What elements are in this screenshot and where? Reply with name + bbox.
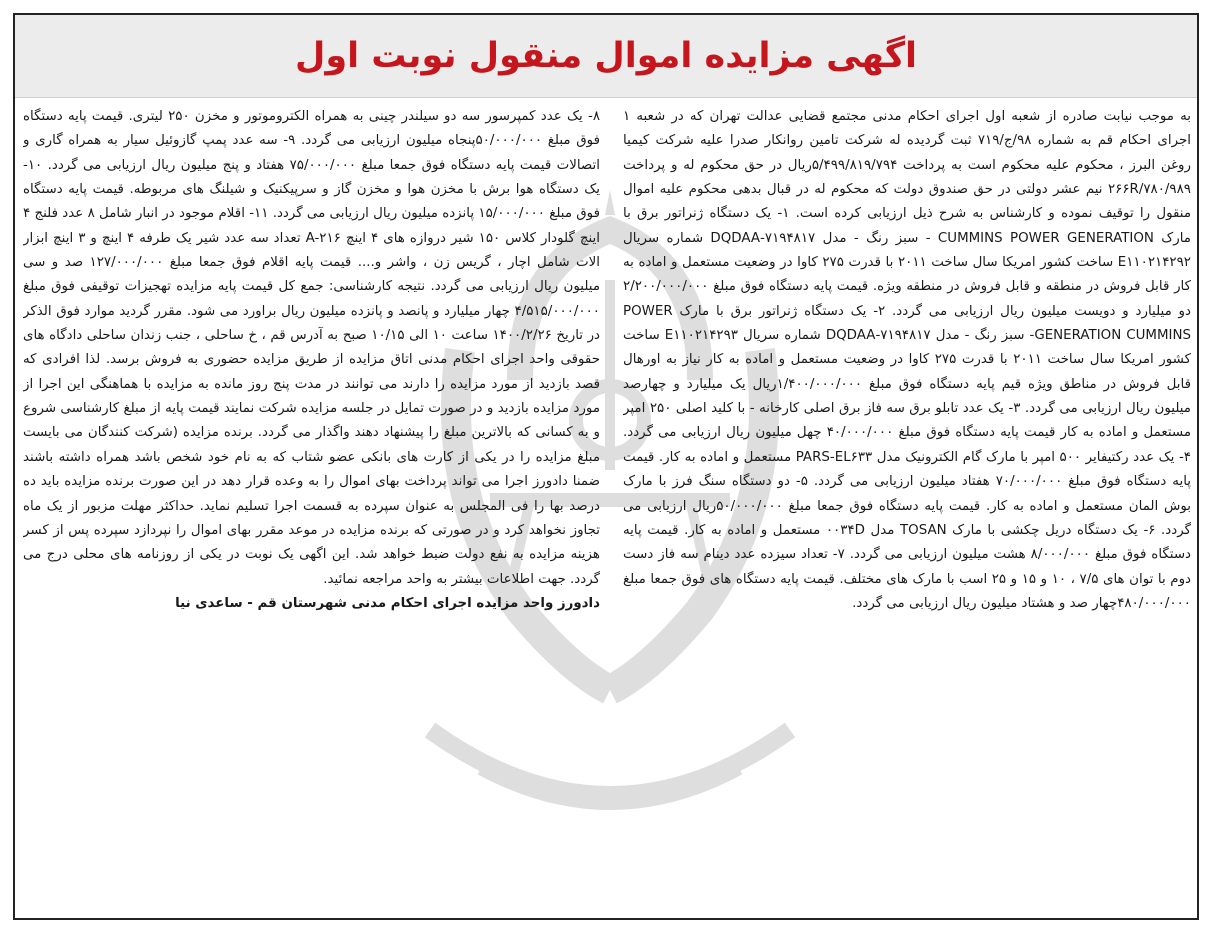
notice-frame xyxy=(13,13,1199,920)
notice-title: اگهی مزایده اموال منقول نوبت اول xyxy=(294,36,918,76)
auction-items-1-7: به موجب نیابت صادره از شعبه اول اجرای احکام مدنی مجتمع قضایی عدالت تهران که در شعبه ۱ اجرای احکام قم به شماره ۹۸/ج/۷۱۹ ثبت گردیده له شرکت تامین روانکار صدرا علیه شرکت کیمیا روغن البرز ، محکوم علیه محکوم است به پرداخت ۵/۴۹۹/۸۱۹/۷۹۴ریال در حق محکوم له و پرداخت ۲۶۶R/۷۸۰/۹۸۹ نیم عشر دولتی در حق صندوق دولت که محکوم له در قبال بدهی محکوم علیه اموال منقول را توقیف نموده و کارشناس به شرح ذیل ارزیابی کرده است. ۱- یک دستگاه ژنراتور برق با مارک CUMMINS POWER GENERATION - سبز رنگ - مدل ۷۱۹۴۸۱۷-DQDAA شماره سریال E۱۱۰۲۱۴۲۹۲ ساخت کشور امریکا سال ساخت ۲۰۱۱ با قدرت ۲۷۵ کاوا در وضعیت مستعمل و اماده به کار قابل فروش در منطقه و قابل فروش در منطقه ویژه. قیمت پایه دستگاه فوق مبلغ ۲/۲۰۰/۰۰۰/۰۰۰ دو میلیارد و دویست میلیون ریال ارزیابی می گردد. ۲- یک دستگاه ژنراتور برق با مارک POWER GENERATION CUMMINS- سبز رنگ - مدل ۷۱۹۴۸۱۷-DQDAA شماره سریال E۱۱۰۲۱۴۲۹۳ ساخت کشور امریکا سال ساخت ۲۰۱۱ با قدرت ۲۷۵ کاوا در وضعیت مستعمل و اماده به کار نیاز به اورهال قابل فروش در مناطق ویژه قیم پایه دستگاه فوق مبلغ ۱/۴۰۰/۰۰۰/۰۰۰ریال یک میلیارد و چهارصد میلیون ریال ارزیابی می گردد. ۳- یک عدد تابلو برق سه فاز برق اصلی کارخانه - با کلید اصلی ۲۵۰ امپر مستعمل و اماده به کار قیمت پایه دستگاه فوق مبلغ ۴۰/۰۰۰/۰۰۰ چهل میلیون ریال ارزیابی می گردد. ۴- یک عدد رکتیفایر ۵۰۰ امپر با مارک گام الکترونیک مدل PARS-EL۶۳۳ مستعمل و اماده به کار. قیمت پایه دستگاه فوق مبلغ ۷۰/۰۰۰/۰۰۰ هفتاد میلیون ارزیابی می گردد. ۵- دو دستگاه سنگ فرز با مارک بوش المان مستعمل و اماده به کار. قیمت پایه دستگاه فوق جمعا مبلغ ۵۰/۰۰۰/۰۰۰ریال ارزیابی می گردد. ۶- یک دستگاه دریل چکشی با مارک TOSAN مدل ۰۰۳۴D مستعمل و اماده به کار. قیمت پایه دستگاه فوق مبلغ ۸/۰۰۰/۰۰۰ هشت میلیون ارزیابی می گردد. ۷- تعداد سیزده عدد دینام سه فاز دست دوم با توان های ۷/۵ ، ۱۰ و ۱۵ و ۲۵ اسب با مارک های مختلف. قیمت پایه دستگاه های فوق جمعا مبلغ ۴۸۰/۰۰۰/۰۰۰چهار صد و هشتاد میلیون ریال ارزیابی می گردد. xyxy=(623,109,1191,611)
auction-items-8-and-terms: ۸- یک عدد کمپرسور سه دو سیلندر چینی به همراه الکتروموتور و مخزن ۲۵۰ لیتری. قیمت پایه دستگاه فوق مبلغ ۵۰/۰۰۰/۰۰۰پنجاه میلیون ارزیابی می گردد. ۹- سه عدد پمپ گازوئیل سیار به همراه گاری و اتصالات قیمت پایه دستگاه فوق جمعا مبلغ ۷۵/۰۰۰/۰۰۰ هفتاد و پنج میلیون ریال ارزیابی می گردد. ۱۰- یک دستگاه هوا برش با مخزن هوا و مخزن گاز و سرپیکنیک و شیلنگ های مربوطه. قیمت پایه دستگاه فوق مبلغ ۱۵/۰۰۰/۰۰۰ پانزده میلیون ریال ارزیابی می گردد. ۱۱- اقلام موجود در انبار شامل ۸ عدد فلنج ۴ اینچ گلودار کلاس ۱۵۰ شیر دروازه های ۴ اینچ A-۲۱۶ تعداد سه عدد شیر یک طرفه ۴ اینچ و ۳ اینچ ابزار الات شامل اچار ، گریس زن ، واشر و.... قیمت پایه اقلام فوق جمعا مبلغ ۱۲۷/۰۰۰/۰۰۰ صد و سی میلیون ریال ارزیابی می گردد. نتیجه کارشناسی: جمع کل قیمت پایه مزایده تهجیزات توقیفی فوق مبلغ ۴/۵۱۵/۰۰۰/۰۰۰ چهار میلیارد و پانصد و پانزده میلیون ریال براورد می شود. مقرر گردید موارد فوق الذکر در تاریخ ۱۴۰۰/۲/۲۶ ساعت ۱۰ الی ۱۰/۱۵ صبح به آدرس قم ، خ ساحلی ، جنب زندان ساحلی دادگاه های حقوقی واحد اجرای احکام مدنی اتاق مزایده از طریق مزایده حضوری به فروش برسد. لذا افرادی که قصد بازدید از مورد مزایده را دارند می توانند در مدت پنج روز مانده به مزایده با هماهنگی این اجرا از مورد مزایده بازدید و در صورت تمایل در جلسه مزایده شرکت نمایند قیمت پایه از مبلغ کارشناسی شروع و به کسانی که بالاترین مبلغ را پیشنهاد دهند واگذار می گردد. برنده مزایده (شرکت کنندگان می بایست مبلغ مزایده را در یکی از کارت های بانکی عضو شتاب که به نام خود شخص باشد همراه داشته باشند ضمنا دادورز اجرا می تواند پرداخت بهای اموال را به وعده قرار دهد در این صورت برنده مزایده باید ده درصد بها را فی المجلس به عنوان سپرده به قسمت اجرا تسلیم نماید. حداکثر مهلت مزبور از یک ماه تجاوز نخواهد کرد و در صورتی که برنده مزایده در موعد مقرر بهای اموال را نپردازد سپرده پس از کسر هزینه مزایده به نفع دولت ضبط خواهد شد. این اگهی یک نوبت در یکی از روزنامه های محلی درج می گردد. جهت اطلاعات بیشتر به واحد مراجعه نمائید. xyxy=(23,109,600,587)
notice-body-left-column xyxy=(23,105,600,904)
signature: دادورز واحد مزایده اجرای احکام مدنی شهرستان قم - ساعدی نیا xyxy=(175,595,600,611)
notice-body-right-column xyxy=(623,105,1191,904)
notice-header xyxy=(15,15,1197,98)
